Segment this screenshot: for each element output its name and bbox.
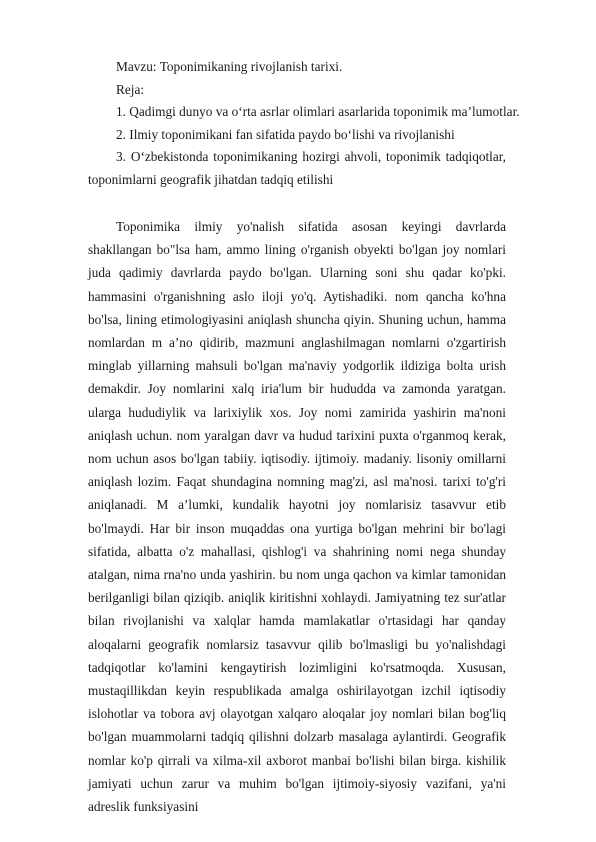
paragraph-spacer (88, 192, 506, 215)
body-paragraph: Toponimika ilmiy yo'nalish sifatida asosan keyingi davrlarda shakllangan bo"lsa ham, ammo lining o'rganish obyekti bo'lgan joy nomlari juda qadimiy davrlarda paydo bo'lgan. Ularning soni shu qadar ko'pki. hammasini o'rganishning aslo iloji yo'q. Aytishadiki. nom qancha ko'hna bo'lsa, lining etimologiyasini aniqlash shuncha qiyin. Shuning uchun, hamma nomlardan m a’no qidirib, mazmuni anglashilmagan nomlarni o'zgartirish minglab yillarning mahsuli bo'lgan ma'naviy yodgorlik ildiziga bolta urish demakdir. Joy nomlarini xalq iria'lum bir hududda va zamonda yaratgan. ularga hududiylik va larixiylik xos. Joy nomi zamirida yashirin ma'noni aniqlash uchun. nom yaralgan davr va hudud tarixini puxta o'rganmoq kerak, nom uchun asos bo'lgan tabiiy. iqtisodiy. ijtimoiy. madaniy. lisoniy omillarni aniqlash lozim. Faqat shundagina nomning mag'zi, asl ma'nosi. tarixi to'g'ri aniqlanadi. M a’lumki, kundalik hayotni joy nomlarisiz tasavvur etib bo'lmaydi. Har bir inson muqaddas ona yurtiga bo'lgan mehrini bir bo'lagi sifatida, albatta o'z mahallasi, qishlog'i va shahrining nomi nega shunday atalgan, nima rna'no unda yashirin. bu nom unga qachon va kimlar tamonidan berilganligi bilan qiziqib. aniqlik kiritishni xohlaydi. Jamiyatning tez sur'atlar bilan rivojlanishi va xalqlar hamda mamlakatlar o'rtasidagi har qanday aloqalarni geografik nomlarsiz tasavvur qilib bo'lmasligi bu yo'nalishdagi tadqiqotlar ko'lamini kengaytirish lozimligini ko'rsatmoqda. Xususan, mustaqillikdan keyin respublikada amalga oshirilayotgan izchil iqtisodiy islohotlar va tobora avj olayotgan xalqaro aloqalar joy nomlari bilan bog'liq bo'lgan muammolarni tadqiq qilishni dolzarb masalaga aylantirdi. Geografik nomlar ko'p qirrali va xilma-xil axborot manbai bo'lishi bilan birga. kishilik jamiyati uchun zarur va muhim bo'lgan ijtimoiy-siyosiy vazifani, ya'ni adreslik funksiyasini (88, 218, 506, 815)
plan-item-1: 1. Qadimgi dunyo va o‘rta asrlar olimlari asarlarida toponimik ma’lumotlar. (116, 104, 520, 120)
plan-item-3: 3. O‘zbekistonda toponimikaning hozirgi ahvoli, toponimik tadqiqotlar, toponimlarni geografik jihatdan tadqiq etilishi (88, 149, 506, 187)
plan-item-2: 2. Ilmiy toponimikani fan sifatida paydo bo‘lishi va rivojlanishi (116, 126, 455, 142)
topic-line: Mavzu: Toponimikaning rivojlanish tarixi. (116, 59, 343, 74)
document-content (88, 56, 520, 818)
plan-heading: Reja: (116, 81, 145, 97)
